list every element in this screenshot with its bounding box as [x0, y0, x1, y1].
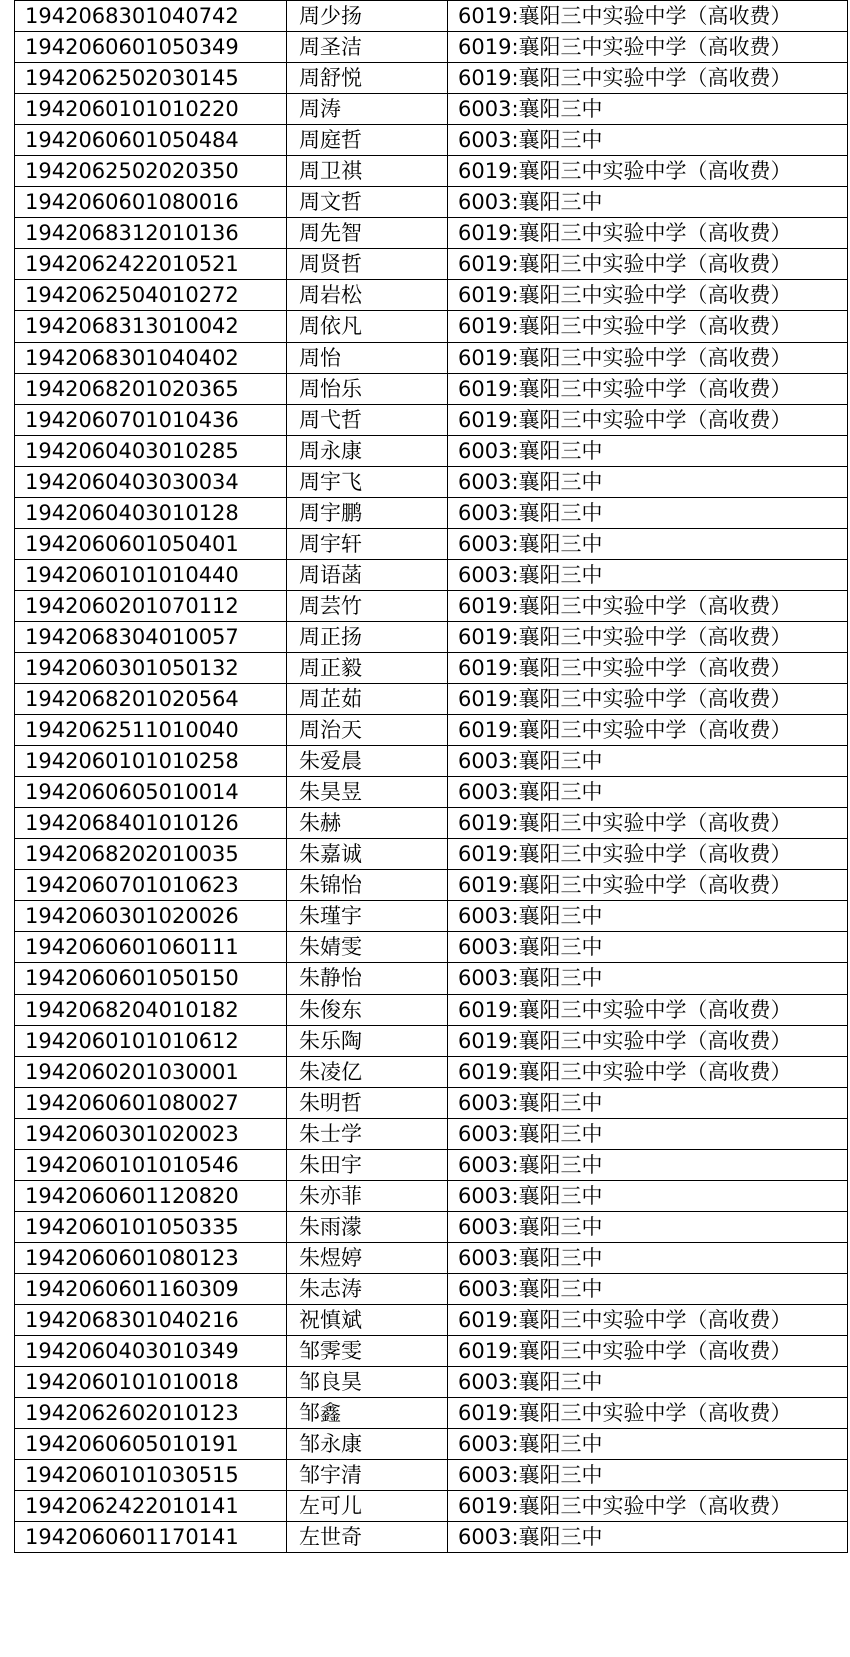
student-name-cell: 邹永康 — [287, 1429, 448, 1460]
admitted-school-cell: 6003:襄阳三中 — [448, 1429, 848, 1460]
student-name-cell: 周宇轩 — [287, 528, 448, 559]
exam-number-cell: 1942060601160309 — [15, 1273, 287, 1304]
exam-number-cell: 1942060403010128 — [15, 497, 287, 528]
table-row — [15, 746, 848, 777]
student-name-cell: 朱锦怡 — [287, 870, 448, 901]
exam-number-cell: 1942060403010349 — [15, 1336, 287, 1367]
admitted-school-cell: 6003:襄阳三中 — [448, 1273, 848, 1304]
student-name-cell: 周庭哲 — [287, 125, 448, 156]
table-row — [15, 528, 848, 559]
exam-number-cell: 1942060605010191 — [15, 1429, 287, 1460]
table-row — [15, 901, 848, 932]
admitted-school-cell: 6003:襄阳三中 — [448, 1367, 848, 1398]
table-row — [15, 963, 848, 994]
student-name-cell: 左可儿 — [287, 1491, 448, 1522]
admitted-school-cell: 6019:襄阳三中实验中学（高收费） — [448, 994, 848, 1025]
admitted-school-cell: 6019:襄阳三中实验中学（高收费） — [448, 1056, 848, 1087]
student-name-cell: 朱乐陶 — [287, 1025, 448, 1056]
admitted-school-cell: 6003:襄阳三中 — [448, 746, 848, 777]
student-name-cell: 朱昊昱 — [287, 777, 448, 808]
exam-number-cell: 1942060301020026 — [15, 901, 287, 932]
table-row — [15, 684, 848, 715]
table-row — [15, 1, 848, 32]
admitted-school-cell: 6019:襄阳三中实验中学（高收费） — [448, 1025, 848, 1056]
table-row — [15, 280, 848, 311]
student-name-cell: 朱嘉诚 — [287, 839, 448, 870]
admitted-school-cell: 6019:襄阳三中实验中学（高收费） — [448, 839, 848, 870]
exam-number-cell: 1942060601080123 — [15, 1242, 287, 1273]
table-row — [15, 249, 848, 280]
admitted-school-cell: 6019:襄阳三中实验中学（高收费） — [448, 1491, 848, 1522]
exam-number-cell: 1942068202010035 — [15, 839, 287, 870]
student-name-cell: 朱亦菲 — [287, 1180, 448, 1211]
exam-number-cell: 1942060605010014 — [15, 777, 287, 808]
admitted-school-cell: 6003:襄阳三中 — [448, 125, 848, 156]
exam-number-cell: 1942060201030001 — [15, 1056, 287, 1087]
table-row — [15, 1149, 848, 1180]
table-row — [15, 715, 848, 746]
table-row — [15, 125, 848, 156]
student-name-cell: 周治天 — [287, 715, 448, 746]
exam-number-cell: 1942062502030145 — [15, 63, 287, 94]
student-name-cell: 邹霁雯 — [287, 1336, 448, 1367]
exam-number-cell: 1942068301040742 — [15, 1, 287, 32]
admitted-school-cell: 6019:襄阳三中实验中学（高收费） — [448, 808, 848, 839]
admission-list-table — [14, 0, 848, 1553]
student-name-cell: 左世奇 — [287, 1522, 448, 1553]
admission-list-body — [15, 1, 848, 1553]
admitted-school-cell: 6019:襄阳三中实验中学（高收费） — [448, 652, 848, 683]
student-name-cell: 邹良昊 — [287, 1367, 448, 1398]
exam-number-cell: 1942060601080016 — [15, 187, 287, 218]
table-row — [15, 1304, 848, 1335]
student-name-cell: 朱煜婷 — [287, 1242, 448, 1273]
admitted-school-cell: 6019:襄阳三中实验中学（高收费） — [448, 32, 848, 63]
table-row — [15, 808, 848, 839]
admitted-school-cell: 6019:襄阳三中实验中学（高收费） — [448, 404, 848, 435]
student-name-cell: 邹鑫 — [287, 1398, 448, 1429]
table-row — [15, 559, 848, 590]
table-row — [15, 1242, 848, 1273]
exam-number-cell: 1942060601050349 — [15, 32, 287, 63]
admitted-school-cell: 6003:襄阳三中 — [448, 1180, 848, 1211]
exam-number-cell: 1942060101010612 — [15, 1025, 287, 1056]
table-row — [15, 1429, 848, 1460]
admitted-school-cell: 6019:襄阳三中实验中学（高收费） — [448, 1304, 848, 1335]
exam-number-cell: 1942060701010436 — [15, 404, 287, 435]
exam-number-cell: 1942068204010182 — [15, 994, 287, 1025]
student-name-cell: 朱凌亿 — [287, 1056, 448, 1087]
student-name-cell: 朱婧雯 — [287, 932, 448, 963]
table-row — [15, 1460, 848, 1491]
student-name-cell: 周永康 — [287, 435, 448, 466]
exam-number-cell: 1942068401010126 — [15, 808, 287, 839]
exam-number-cell: 1942062602010123 — [15, 1398, 287, 1429]
student-name-cell: 周正扬 — [287, 621, 448, 652]
exam-number-cell: 1942062422010521 — [15, 249, 287, 280]
table-row — [15, 590, 848, 621]
admitted-school-cell: 6019:襄阳三中实验中学（高收费） — [448, 870, 848, 901]
admitted-school-cell: 6019:襄阳三中实验中学（高收费） — [448, 590, 848, 621]
table-row — [15, 32, 848, 63]
admitted-school-cell: 6019:襄阳三中实验中学（高收费） — [448, 218, 848, 249]
exam-number-cell: 1942068201020365 — [15, 373, 287, 404]
exam-number-cell: 1942060601170141 — [15, 1522, 287, 1553]
exam-number-cell: 1942060403010285 — [15, 435, 287, 466]
admitted-school-cell: 6019:襄阳三中实验中学（高收费） — [448, 249, 848, 280]
table-row — [15, 652, 848, 683]
student-name-cell: 周少扬 — [287, 1, 448, 32]
admitted-school-cell: 6019:襄阳三中实验中学（高收费） — [448, 1336, 848, 1367]
table-row — [15, 1398, 848, 1429]
table-row — [15, 870, 848, 901]
table-row — [15, 435, 848, 466]
admitted-school-cell: 6019:襄阳三中实验中学（高收费） — [448, 621, 848, 652]
student-name-cell: 周宇飞 — [287, 466, 448, 497]
table-row — [15, 187, 848, 218]
exam-number-cell: 1942060601120820 — [15, 1180, 287, 1211]
table-row — [15, 1273, 848, 1304]
admitted-school-cell: 6019:襄阳三中实验中学（高收费） — [448, 715, 848, 746]
admitted-school-cell: 6019:襄阳三中实验中学（高收费） — [448, 156, 848, 187]
table-row — [15, 839, 848, 870]
exam-number-cell: 1942060201070112 — [15, 590, 287, 621]
student-name-cell: 邹宇清 — [287, 1460, 448, 1491]
table-row — [15, 1522, 848, 1553]
student-name-cell: 周宇鹏 — [287, 497, 448, 528]
admitted-school-cell: 6019:襄阳三中实验中学（高收费） — [448, 1398, 848, 1429]
table-row — [15, 94, 848, 125]
student-name-cell: 周芸竹 — [287, 590, 448, 621]
student-name-cell: 周舒悦 — [287, 63, 448, 94]
table-row — [15, 1087, 848, 1118]
table-row — [15, 404, 848, 435]
exam-number-cell: 1942060101030515 — [15, 1460, 287, 1491]
admitted-school-cell: 6003:襄阳三中 — [448, 94, 848, 125]
table-row — [15, 994, 848, 1025]
table-row — [15, 621, 848, 652]
student-name-cell: 朱静怡 — [287, 963, 448, 994]
table-row — [15, 1118, 848, 1149]
admitted-school-cell: 6019:襄阳三中实验中学（高收费） — [448, 63, 848, 94]
exam-number-cell: 1942060601050150 — [15, 963, 287, 994]
exam-number-cell: 1942060701010623 — [15, 870, 287, 901]
student-name-cell: 周圣洁 — [287, 32, 448, 63]
table-row — [15, 342, 848, 373]
student-name-cell: 朱明哲 — [287, 1087, 448, 1118]
exam-number-cell: 1942060301020023 — [15, 1118, 287, 1149]
exam-number-cell: 1942060101010440 — [15, 559, 287, 590]
table-row — [15, 777, 848, 808]
admitted-school-cell: 6003:襄阳三中 — [448, 963, 848, 994]
exam-number-cell: 1942068304010057 — [15, 621, 287, 652]
table-row — [15, 63, 848, 94]
student-name-cell: 朱俊东 — [287, 994, 448, 1025]
exam-number-cell: 1942060101050335 — [15, 1211, 287, 1242]
student-name-cell: 周芷茹 — [287, 684, 448, 715]
student-name-cell: 周文哲 — [287, 187, 448, 218]
admitted-school-cell: 6003:襄阳三中 — [448, 1087, 848, 1118]
student-name-cell: 周涛 — [287, 94, 448, 125]
table-row — [15, 466, 848, 497]
student-name-cell: 周先智 — [287, 218, 448, 249]
exam-number-cell: 1942062504010272 — [15, 280, 287, 311]
admitted-school-cell: 6003:襄阳三中 — [448, 466, 848, 497]
student-name-cell: 周正毅 — [287, 652, 448, 683]
table-row — [15, 1367, 848, 1398]
admitted-school-cell: 6003:襄阳三中 — [448, 497, 848, 528]
admitted-school-cell: 6019:襄阳三中实验中学（高收费） — [448, 373, 848, 404]
table-row — [15, 1025, 848, 1056]
student-name-cell: 周怡乐 — [287, 373, 448, 404]
exam-number-cell: 1942060101010018 — [15, 1367, 287, 1398]
admitted-school-cell: 6003:襄阳三中 — [448, 777, 848, 808]
student-name-cell: 朱田宇 — [287, 1149, 448, 1180]
exam-number-cell: 1942060601080027 — [15, 1087, 287, 1118]
exam-number-cell: 1942068313010042 — [15, 311, 287, 342]
table-row — [15, 497, 848, 528]
student-name-cell: 朱爱晨 — [287, 746, 448, 777]
student-name-cell: 周岩松 — [287, 280, 448, 311]
admitted-school-cell: 6019:襄阳三中实验中学（高收费） — [448, 684, 848, 715]
student-name-cell: 周依凡 — [287, 311, 448, 342]
student-name-cell: 朱志涛 — [287, 1273, 448, 1304]
student-name-cell: 周卫祺 — [287, 156, 448, 187]
student-name-cell: 朱雨濛 — [287, 1211, 448, 1242]
exam-number-cell: 1942060403030034 — [15, 466, 287, 497]
student-name-cell: 周怡 — [287, 342, 448, 373]
exam-number-cell: 1942068301040216 — [15, 1304, 287, 1335]
admitted-school-cell: 6003:襄阳三中 — [448, 901, 848, 932]
student-name-cell: 朱赫 — [287, 808, 448, 839]
student-name-cell: 周语菡 — [287, 559, 448, 590]
student-name-cell: 朱士学 — [287, 1118, 448, 1149]
table-row — [15, 1180, 848, 1211]
admitted-school-cell: 6003:襄阳三中 — [448, 528, 848, 559]
table-row — [15, 932, 848, 963]
admitted-school-cell: 6019:襄阳三中实验中学（高收费） — [448, 1, 848, 32]
table-row — [15, 373, 848, 404]
exam-number-cell: 1942068301040402 — [15, 342, 287, 373]
table-row — [15, 1336, 848, 1367]
admitted-school-cell: 6003:襄阳三中 — [448, 1149, 848, 1180]
admitted-school-cell: 6003:襄阳三中 — [448, 1460, 848, 1491]
exam-number-cell: 1942068312010136 — [15, 218, 287, 249]
student-name-cell: 祝慎斌 — [287, 1304, 448, 1335]
exam-number-cell: 1942060101010220 — [15, 94, 287, 125]
table-row — [15, 311, 848, 342]
admitted-school-cell: 6003:襄阳三中 — [448, 187, 848, 218]
table-row — [15, 1056, 848, 1087]
exam-number-cell: 1942060601050401 — [15, 528, 287, 559]
table-row — [15, 1491, 848, 1522]
table-row — [15, 1211, 848, 1242]
admitted-school-cell: 6019:襄阳三中实验中学（高收费） — [448, 311, 848, 342]
exam-number-cell: 1942062502020350 — [15, 156, 287, 187]
admitted-school-cell: 6003:襄阳三中 — [448, 1118, 848, 1149]
student-name-cell: 周贤哲 — [287, 249, 448, 280]
exam-number-cell: 1942060101010546 — [15, 1149, 287, 1180]
admitted-school-cell: 6003:襄阳三中 — [448, 1522, 848, 1553]
table-row — [15, 218, 848, 249]
exam-number-cell: 1942062422010141 — [15, 1491, 287, 1522]
exam-number-cell: 1942068201020564 — [15, 684, 287, 715]
admitted-school-cell: 6003:襄阳三中 — [448, 435, 848, 466]
admitted-school-cell: 6003:襄阳三中 — [448, 1211, 848, 1242]
student-name-cell: 周弋哲 — [287, 404, 448, 435]
table-row — [15, 156, 848, 187]
exam-number-cell: 1942062511010040 — [15, 715, 287, 746]
admitted-school-cell: 6003:襄阳三中 — [448, 1242, 848, 1273]
admitted-school-cell: 6019:襄阳三中实验中学（高收费） — [448, 342, 848, 373]
admitted-school-cell: 6019:襄阳三中实验中学（高收费） — [448, 280, 848, 311]
exam-number-cell: 1942060101010258 — [15, 746, 287, 777]
exam-number-cell: 1942060301050132 — [15, 652, 287, 683]
admitted-school-cell: 6003:襄阳三中 — [448, 559, 848, 590]
exam-number-cell: 1942060601060111 — [15, 932, 287, 963]
exam-number-cell: 1942060601050484 — [15, 125, 287, 156]
student-name-cell: 朱瑾宇 — [287, 901, 448, 932]
admitted-school-cell: 6003:襄阳三中 — [448, 932, 848, 963]
